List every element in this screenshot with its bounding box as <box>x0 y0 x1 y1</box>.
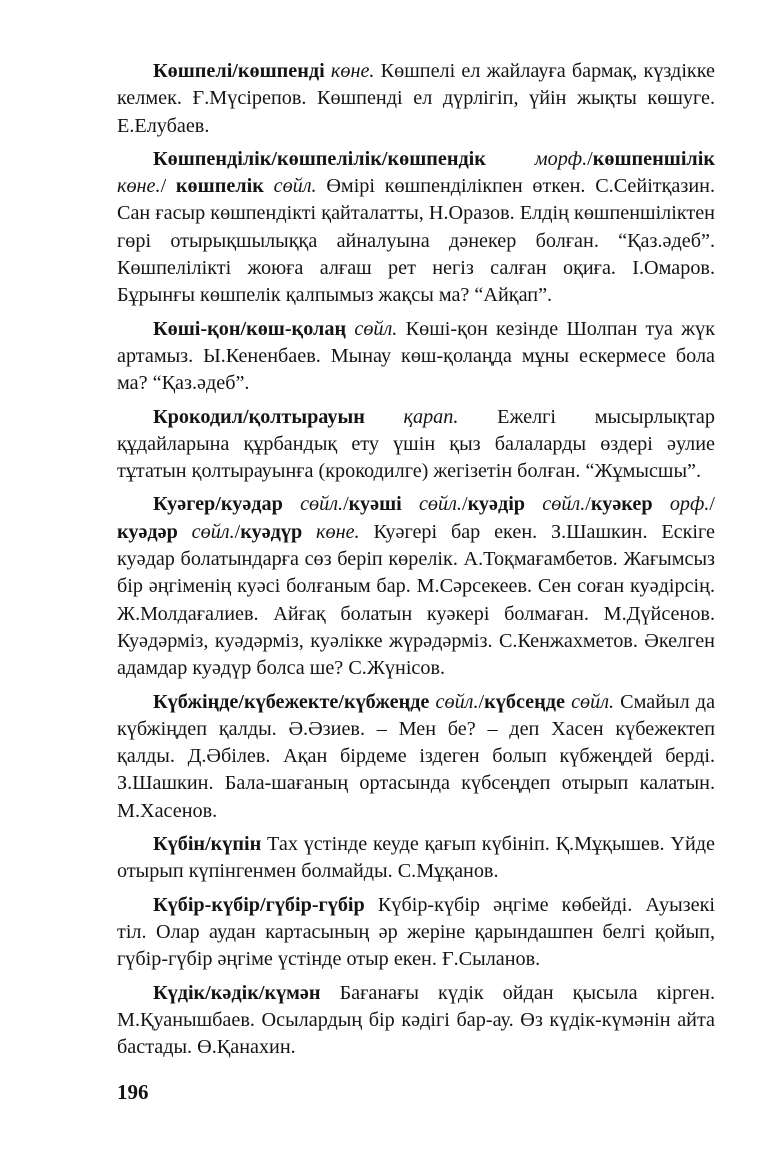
usage-label: көне. <box>330 60 375 82</box>
entry-text <box>178 521 192 543</box>
headword: Крокодил/қолтырауын <box>153 405 365 428</box>
dictionary-entry <box>117 892 715 974</box>
entry-text: Куәгері бар екен. З.Шашкин. Ескіге куәдар болатындарға сөз беріп көрелік. А.Тоқмағамбетов. Жағымсыз бір әңгіменің куәсі болғаным бар. М.Сәрсекеев. Сен соған куәдірсің. Ж.Молдағалиев. Айғақ болатын куәкері болмаған. М.Дүйсенов. Куәдәрміз, куәдәрміз, куәлікке жүрәдәрміз. С.Кенжахметов. Әкелген адамдар куәдүр болса ше? С.Жүнісов. <box>117 520 716 680</box>
entry-text: / <box>461 493 468 516</box>
dictionary-entry <box>117 980 715 1062</box>
usage-label: көне. <box>117 175 161 198</box>
dictionary-entry <box>117 316 715 398</box>
headword: Көші-қон/көш-қолаң <box>153 317 347 340</box>
entry-text: Смайыл да күбжіңдеп қалды. Ә.Әзиев. – Мен бе? – деп Хасен күбежектеп қалды. Д.Әбілев. Ақан бірдеме іздеген болып күбжеңдей берді. З.Шашкин. Бала-шағаның ортасында күбсеңдеп отырып калатын. М.Хасенов. <box>117 690 716 822</box>
headword: куәші <box>348 493 402 516</box>
usage-label: сөйл. <box>354 317 398 340</box>
page-number: 196 <box>117 1080 149 1104</box>
entry-text <box>283 493 300 515</box>
entry-text: / <box>585 493 591 516</box>
entry-text: Көшпелі ел жайлауға бармақ, күздікке келмек. Ғ.Мүсірепов. Көшпенді ел дүрлігіп, үйін жықты көшуге. Е.Елубаев. <box>117 60 715 137</box>
headword: Күбін/күпін <box>153 833 262 856</box>
entry-text: / <box>343 493 349 516</box>
entry-text <box>365 406 404 428</box>
entry-text: Күбір-күбір әңгіме көбейді. Ауызекі тіл. Олар аудан картасының әр жеріне қарындашпен белгі қойып, гүбір-гүбір әңгіме үстінде отыр екен. Ғ.Сыланов. <box>117 893 715 971</box>
entry-text: / <box>478 690 485 713</box>
usage-label: сөйл. <box>191 520 235 543</box>
entry-text: Тах үстінде кеуде қағып күбініп. Қ.Мұқышев. Үйде отырып күпінгенмен болмайды. С.Мұқанов. <box>117 833 715 883</box>
usage-label: орф. <box>669 493 710 516</box>
dictionary-entry <box>117 491 715 682</box>
entry-text: Көші-қон кезінде Шолпан туа жүк артамыз. Ы.Кененбаев. Мынау көш-қолаңда мұны ескермесе бола ма? “Қаз.әдеб”. <box>117 317 716 395</box>
headword: Көшпенділік/көшпелілік/көшпендік <box>153 147 486 170</box>
headword: куәдүр <box>240 520 303 543</box>
dictionary-page <box>117 58 715 1067</box>
headword: Күбжіңде/күбежекте/күбжеңде <box>153 690 430 713</box>
entry-text: Өмірі көшпенділікпен өткен. С.Сейітқазин. Сан ғасыр көшпендікті қайталатты, Н.Оразов. Елдің көшпеншіліктен гөрі отырықшылыққа айналуына дәнекер болған. “Қаз.әдеб”. Көшпелілікті жоюға алғаш рет негіз салған оқиға. І.Омаров. Бұрынғы көшпелік қалпымыз жақсы ма? “Айқап”. <box>117 175 716 307</box>
dictionary-entry <box>117 404 715 486</box>
entry-text <box>525 493 542 515</box>
headword: көшпелік <box>175 175 264 198</box>
headword: Күдік/кәдік/күмән <box>153 981 321 1004</box>
usage-label: сөйл. <box>418 493 462 516</box>
entry-text <box>402 493 419 515</box>
entry-text: / <box>587 147 593 170</box>
usage-label: сөйл. <box>542 493 586 516</box>
entry-text: / <box>160 175 176 198</box>
headword: Көшпелі/көшпенді <box>153 60 325 82</box>
headword: куәдәр <box>117 520 178 543</box>
headword: куәдір <box>467 493 526 516</box>
headword: Куәгер/куәдар <box>153 493 283 516</box>
entry-text <box>264 175 274 197</box>
dictionary-entry <box>117 146 715 310</box>
entry-text: Бағанағы күдік ойдан қысыла кірген. М.Қуанышбаев. Осылардың бір кәдігі бар-ау. Өз күдік-күмәнін айта бастады. Ө.Қанахин. <box>117 981 715 1059</box>
headword: куәкер <box>590 493 653 516</box>
dictionary-entry <box>117 689 715 825</box>
usage-label: сөйл. <box>273 175 317 198</box>
headword: күбсеңде <box>484 690 565 713</box>
usage-label: морф. <box>534 147 588 170</box>
usage-label: сөйл. <box>435 690 479 713</box>
usage-label: сөйл. <box>571 690 615 713</box>
usage-label: сөйл. <box>300 493 344 516</box>
headword: көшпеншілік <box>592 147 715 170</box>
entry-text <box>653 493 670 515</box>
headword: Күбір-күбір/гүбір-гүбір <box>153 893 365 916</box>
usage-label: көне. <box>316 520 360 543</box>
entry-text: Ежелгі мысырлықтар құдайларына құрбандық ету үшін қыз балаларды өздері әулие тұтатын қолтырауынға (крокодилге) жегізетін болған. “Жұмысшы”. <box>117 405 715 483</box>
usage-label: қарап. <box>403 405 459 428</box>
entry-text <box>302 521 316 543</box>
entry-text: / <box>234 520 241 543</box>
entry-text: / <box>709 493 716 516</box>
dictionary-entry <box>117 831 715 886</box>
dictionary-entry <box>117 58 715 140</box>
entry-text <box>486 148 535 170</box>
